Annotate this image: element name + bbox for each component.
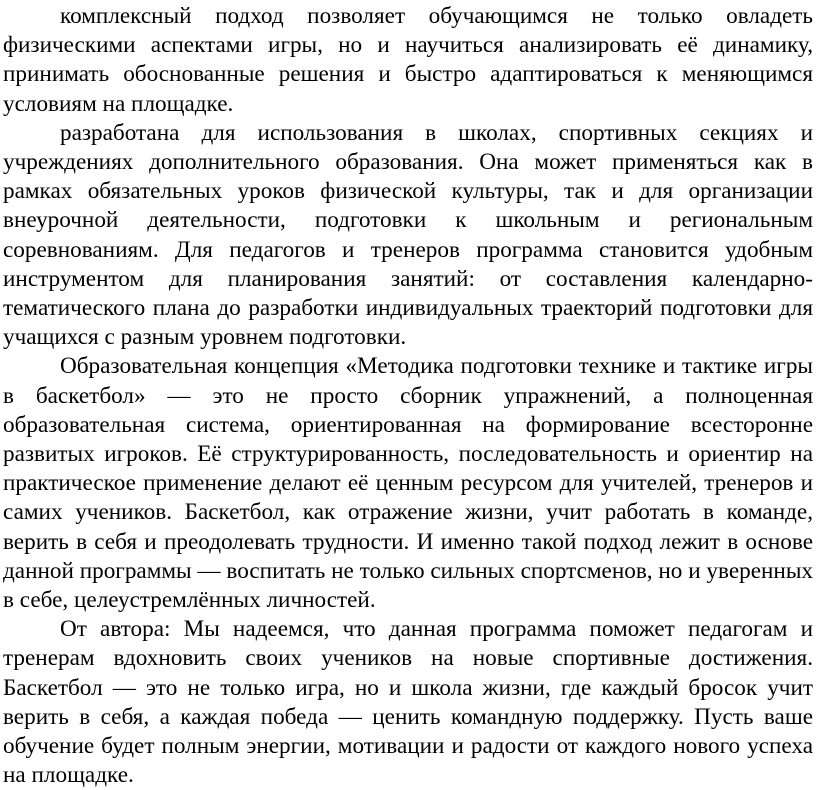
paragraph-approach: комплексный подход позволяет обучающимся не только овладеть физическими аспектами игры, но и научиться анализировать её динамику, принимать обоснованные решения и быстро адаптироваться к меняющимся условиям на площадке. bbox=[3, 3, 813, 117]
paragraph-concept: Образовательная концепция «Методика подготовки технике и тактике игры в баскетбол» — это не просто сборник упражнений, а полноценная образовательная система, ориентированная на формирование всесторонне развитых игроков. Её структурированность, последовательность и ориентир на практическое применение делают её ценным ресурсом для учителей, тренеров и самих учеников. Баскетбол, как отражение жизни, учит работать в команде, верить в себя и преодолевать трудности. И именно такой подход лежит в основе данной программы — воспитать не только сильных спортсменов, но и уверенных в себе, целеустремлённых личностей. bbox=[3, 353, 813, 614]
paragraph-from-author: От автора: Мы надеемся, что данная программа поможет педагогам и тренерам вдохновить своих учеников на новые спортивные достижения. Баскетбол — это не только игра, но и школа жизни, где каждый бросок учит верить в себя, а каждая победа — ценить командную поддержку. Пусть ваше обучение будет полным энергии, мотивации и радости от каждого нового успеха на площадке. bbox=[3, 616, 813, 789]
paragraph-usage: разработана для использования в школах, спортивных секциях и учреждениях дополнительного образования. Она может применяться как в рамках обязательных уроков физической культуры, так и для организации внеурочной деятельности, подготовки к школьным и региональным соревнованиям. Для педагогов и тренеров программа становится удобным инструментом для планирования занятий: от составления календарно-тематического плана до разработки индивидуальных траекторий подготовки для учащихся с разным уровнем подготовки. bbox=[3, 119, 813, 351]
